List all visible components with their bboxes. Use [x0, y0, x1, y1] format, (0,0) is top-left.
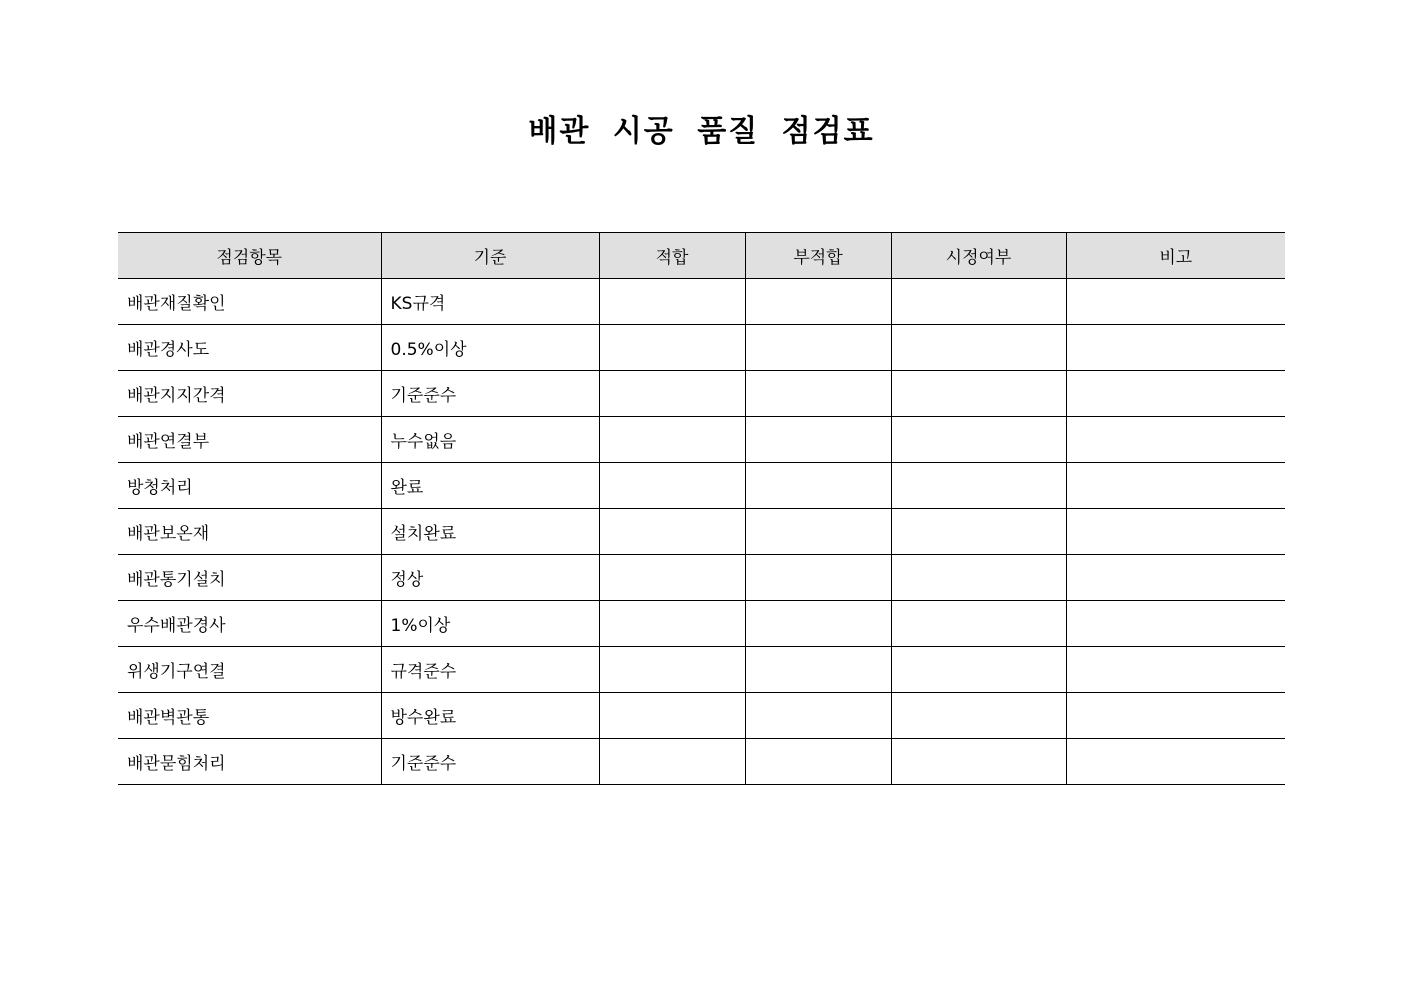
remarks-cell[interactable]	[1066, 739, 1285, 785]
fail-cell[interactable]	[745, 739, 891, 785]
fail-cell[interactable]	[745, 601, 891, 647]
remarks-cell[interactable]	[1066, 693, 1285, 739]
corrective-action-cell[interactable]	[891, 417, 1066, 463]
inspection-table	[118, 232, 1285, 785]
table-row	[118, 417, 1285, 463]
table-row	[118, 509, 1285, 555]
standard-cell: 누수없음	[381, 417, 599, 463]
header-remarks: 비고	[1066, 233, 1285, 279]
corrective-action-cell[interactable]	[891, 601, 1066, 647]
remarks-cell[interactable]	[1066, 463, 1285, 509]
table-header	[118, 233, 1285, 279]
pass-cell[interactable]	[599, 325, 745, 371]
pass-cell[interactable]	[599, 647, 745, 693]
header-corrective-action: 시정여부	[891, 233, 1066, 279]
table-row	[118, 647, 1285, 693]
pass-cell[interactable]	[599, 555, 745, 601]
standard-cell: 정상	[381, 555, 599, 601]
pass-cell[interactable]	[599, 601, 745, 647]
header-fail: 부적합	[745, 233, 891, 279]
table-row	[118, 739, 1285, 785]
inspection-item-cell: 배관연결부	[118, 417, 381, 463]
table-row	[118, 279, 1285, 325]
remarks-cell[interactable]	[1066, 601, 1285, 647]
corrective-action-cell[interactable]	[891, 647, 1066, 693]
standard-cell: 규격준수	[381, 647, 599, 693]
remarks-cell[interactable]	[1066, 279, 1285, 325]
corrective-action-cell[interactable]	[891, 279, 1066, 325]
inspection-item-cell: 배관통기설치	[118, 555, 381, 601]
header-row	[118, 233, 1285, 279]
corrective-action-cell[interactable]	[891, 693, 1066, 739]
fail-cell[interactable]	[745, 555, 891, 601]
standard-cell: 기준준수	[381, 371, 599, 417]
corrective-action-cell[interactable]	[891, 509, 1066, 555]
fail-cell[interactable]	[745, 279, 891, 325]
fail-cell[interactable]	[745, 509, 891, 555]
pass-cell[interactable]	[599, 371, 745, 417]
inspection-item-cell: 위생기구연결	[118, 647, 381, 693]
standard-cell: 0.5%이상	[381, 325, 599, 371]
remarks-cell[interactable]	[1066, 647, 1285, 693]
document-title: 배관 시공 품질 점검표	[528, 114, 875, 149]
pass-cell[interactable]	[599, 279, 745, 325]
standard-cell: 기준준수	[381, 739, 599, 785]
table-row	[118, 601, 1285, 647]
corrective-action-cell[interactable]	[891, 739, 1066, 785]
inspection-item-cell: 배관경사도	[118, 325, 381, 371]
standard-cell: KS규격	[381, 279, 599, 325]
inspection-item-cell: 배관벽관통	[118, 693, 381, 739]
fail-cell[interactable]	[745, 463, 891, 509]
standard-cell: 설치완료	[381, 509, 599, 555]
header-standard: 기준	[381, 233, 599, 279]
inspection-item-cell: 배관보온재	[118, 509, 381, 555]
fail-cell[interactable]	[745, 693, 891, 739]
pass-cell[interactable]	[599, 463, 745, 509]
pass-cell[interactable]	[599, 693, 745, 739]
fail-cell[interactable]	[745, 417, 891, 463]
inspection-item-cell: 방청처리	[118, 463, 381, 509]
corrective-action-cell[interactable]	[891, 555, 1066, 601]
standard-cell: 완료	[381, 463, 599, 509]
inspection-item-cell: 배관재질확인	[118, 279, 381, 325]
remarks-cell[interactable]	[1066, 325, 1285, 371]
inspection-item-cell: 배관지지간격	[118, 371, 381, 417]
corrective-action-cell[interactable]	[891, 371, 1066, 417]
fail-cell[interactable]	[745, 647, 891, 693]
fail-cell[interactable]	[745, 371, 891, 417]
standard-cell: 1%이상	[381, 601, 599, 647]
fail-cell[interactable]	[745, 325, 891, 371]
corrective-action-cell[interactable]	[891, 463, 1066, 509]
remarks-cell[interactable]	[1066, 417, 1285, 463]
corrective-action-cell[interactable]	[891, 325, 1066, 371]
pass-cell[interactable]	[599, 509, 745, 555]
pass-cell[interactable]	[599, 739, 745, 785]
header-inspection-item: 점검항목	[118, 233, 381, 279]
remarks-cell[interactable]	[1066, 555, 1285, 601]
pass-cell[interactable]	[599, 417, 745, 463]
header-pass: 적합	[599, 233, 745, 279]
table-row	[118, 371, 1285, 417]
inspection-item-cell: 우수배관경사	[118, 601, 381, 647]
table-row	[118, 555, 1285, 601]
standard-cell: 방수완료	[381, 693, 599, 739]
remarks-cell[interactable]	[1066, 509, 1285, 555]
table-body	[118, 279, 1285, 785]
table-row	[118, 463, 1285, 509]
table-row	[118, 325, 1285, 371]
table-row	[118, 693, 1285, 739]
inspection-item-cell: 배관묻힘처리	[118, 739, 381, 785]
remarks-cell[interactable]	[1066, 371, 1285, 417]
